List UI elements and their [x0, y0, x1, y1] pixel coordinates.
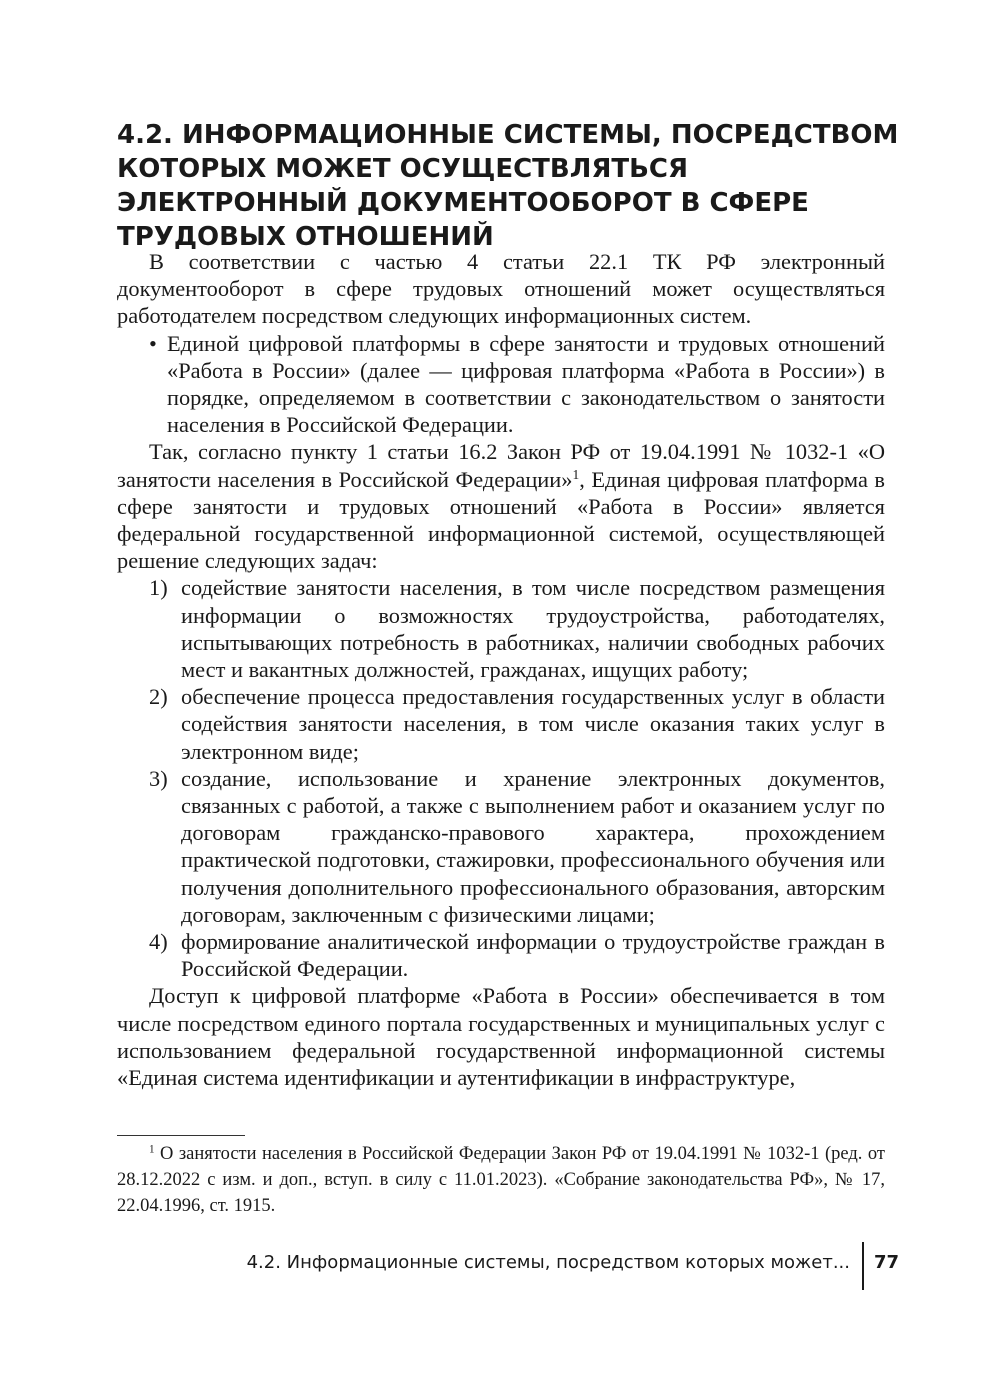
running-footer: 4.2. Информационные системы, посредством которых может... [246, 1252, 850, 1273]
tasks-list [117, 574, 885, 982]
main-text [117, 248, 885, 1091]
paragraph-2 [117, 438, 885, 574]
bullet-list [117, 330, 885, 439]
footnote-mark: 1 [149, 1143, 155, 1156]
bullet-item [117, 330, 885, 439]
task-text: обеспечение процесса предоставления государственных услуг в области содействия занятости населения, в том числе оказания таких услуг в электронном виде; [181, 684, 885, 764]
section-heading: 4.2. ИНФОРМАЦИОННЫЕ СИСТЕМЫ, ПОСРЕДСТВОМ КОТОРЫХ МОЖЕТ ОСУЩЕСТВЛЯТЬСЯ ЭЛЕКТРОННЫЙ ДОКУМЕНТООБОРОТ В СФЕРЕ ТРУДОВЫХ ОТНОШЕНИЙ [117, 120, 899, 252]
task-text: создание, использование и хранение электронных документов, связанных с работой, а также с выполнением работ и оказанием услуг по договорам гражданско-правового характера, прохождением практической подготовки, стажировки, профессионального обучения или получения дополнительного профессионального образования, авторским договорам, заключенным с физическими лицами; [181, 765, 885, 927]
bullet-mark: • [149, 330, 157, 356]
paragraph-2-text-start: Так, согласно пункту 1 статьи 16.2 Закон РФ от 19.04.1991 № 1032-1 «О занятости населения в Российской Федерации» [117, 439, 885, 492]
task-text: формирование аналитической информации о трудоустройстве граждан в Российской Федерации. [181, 929, 885, 982]
paragraph-3: Доступ к цифровой платформе «Работа в России» обеспечивается в том числе посредством единого портала государственных и муниципальных услуг с использованием федеральной государственной информационной системы «Единая система идентификации и аутентификации в инфраструктуре, [117, 983, 885, 1091]
intro-paragraph: В соответствии с частью 4 статьи 22.1 ТК РФ электронный документооборот в сфере трудовых отношений может осуществляться работодателем посредством следующих информационных систем. [117, 249, 885, 329]
footnotes [117, 1141, 885, 1219]
footnote-1 [117, 1141, 885, 1219]
task-item [117, 765, 885, 928]
footnote-text: О занятости населения в Российской Федерации Закон РФ от 19.04.1991 № 1032-1 (ред. от 28.12.2022 с изм. и доп., вступ. в силу с 11.01.2023). «Собрание законодательства РФ», № 17, 22.04.1996, ст. 1915. [117, 1144, 885, 1216]
task-number: 4) [149, 929, 168, 955]
footnote-separator [117, 1135, 245, 1136]
task-item [117, 574, 885, 683]
task-item [117, 683, 885, 765]
task-number: 1) [149, 575, 168, 601]
task-number: 2) [149, 684, 168, 710]
page-number: 77 [874, 1252, 900, 1273]
paragraph-2-text-end: , Единая цифровая платформа в сфере занятости и трудовых отношений «Работа в России» является федеральной государственной информационной системой, осуществляющей решение следующих задач: [117, 466, 885, 574]
footnote-reference: 1 [572, 466, 580, 482]
task-item [117, 928, 885, 982]
bullet-text: Единой цифровой платформы в сфере занятости и трудовых отношений «Работа в России» (далее — цифровая платформа «Работа в России») в порядке, определяемом в соответствии с законодательством о занятости населения в Российской Федерации. [167, 330, 885, 438]
task-number: 3) [149, 765, 168, 791]
footer-divider [862, 1242, 864, 1290]
task-text: содействие занятости населения, в том числе посредством размещения информации о возможностях трудоустройства, работодателях, испытывающих потребность в работниках, наличии свободных рабочих мест и вакантных должностей, гражданах, ищущих работу; [181, 575, 885, 683]
